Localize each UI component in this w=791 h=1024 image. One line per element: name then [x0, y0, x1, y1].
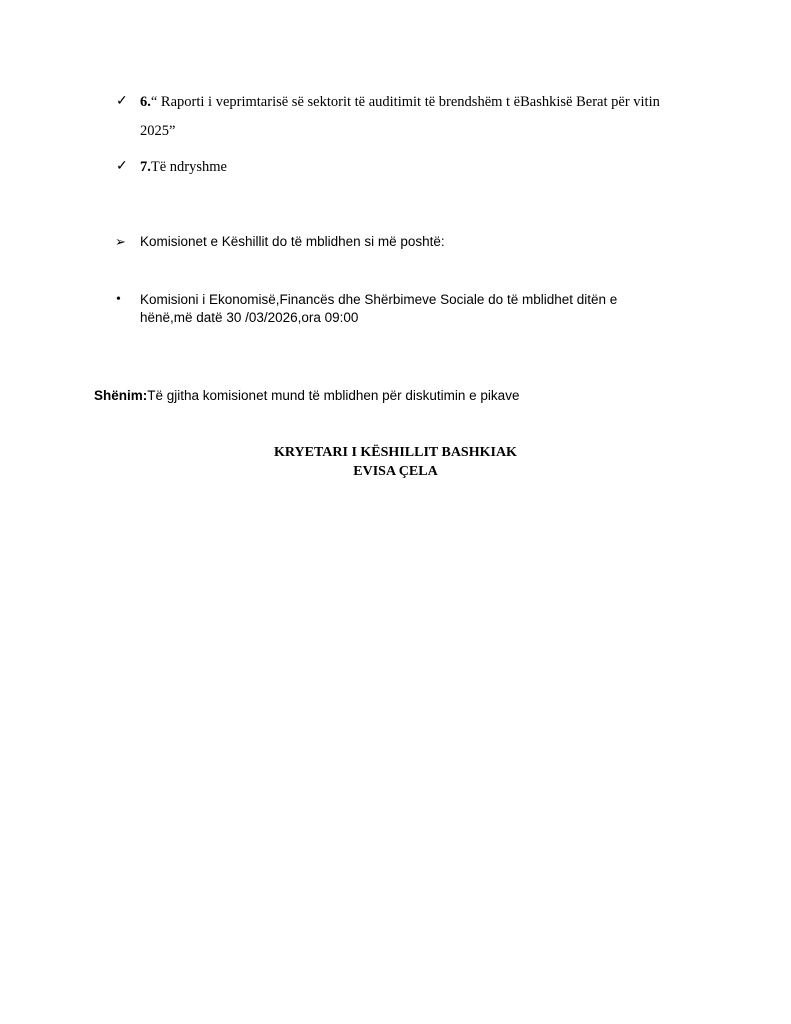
note	[94, 387, 519, 405]
agenda-item-6-continuation: 2025”	[140, 123, 176, 139]
check-icon: ✓	[116, 94, 128, 109]
agenda-item-6-number: 6.	[140, 94, 151, 110]
dot-bullet-icon: •	[116, 292, 121, 307]
arrow-bullet-icon: ➢	[115, 234, 126, 249]
agenda-item-6-text: “ Raporti i veprimtarisë së sektorit të auditimit të brendshëm t ëBashkisë Berat për vitin	[150, 94, 660, 110]
signature-name: EVISA ÇELA	[353, 464, 438, 479]
signature-title: KRYETARI I KËSHILLIT BASHKIAK	[274, 445, 517, 460]
agenda-item-7-number: 7.	[140, 159, 151, 175]
agenda-item-7	[140, 158, 227, 176]
check-icon: ✓	[116, 159, 128, 174]
note-label: Shënim:	[94, 388, 148, 403]
commission-schedule-line2: hënë,më datë 30 /03/2026,ora 09:00	[140, 310, 359, 325]
agenda-item-7-text: Të ndryshme	[150, 159, 227, 175]
agenda-item-6	[140, 93, 660, 111]
note-text: Të gjitha komisionet mund të mblidhen për diskutimin e pikave	[147, 388, 520, 403]
commissions-intro: Komisionet e Këshillit do të mblidhen si më poshtë:	[140, 234, 445, 249]
commission-schedule-line1: Komisioni i Ekonomisë,Financës dhe Shërbimeve Sociale do të mblidhet ditën e	[140, 292, 618, 307]
